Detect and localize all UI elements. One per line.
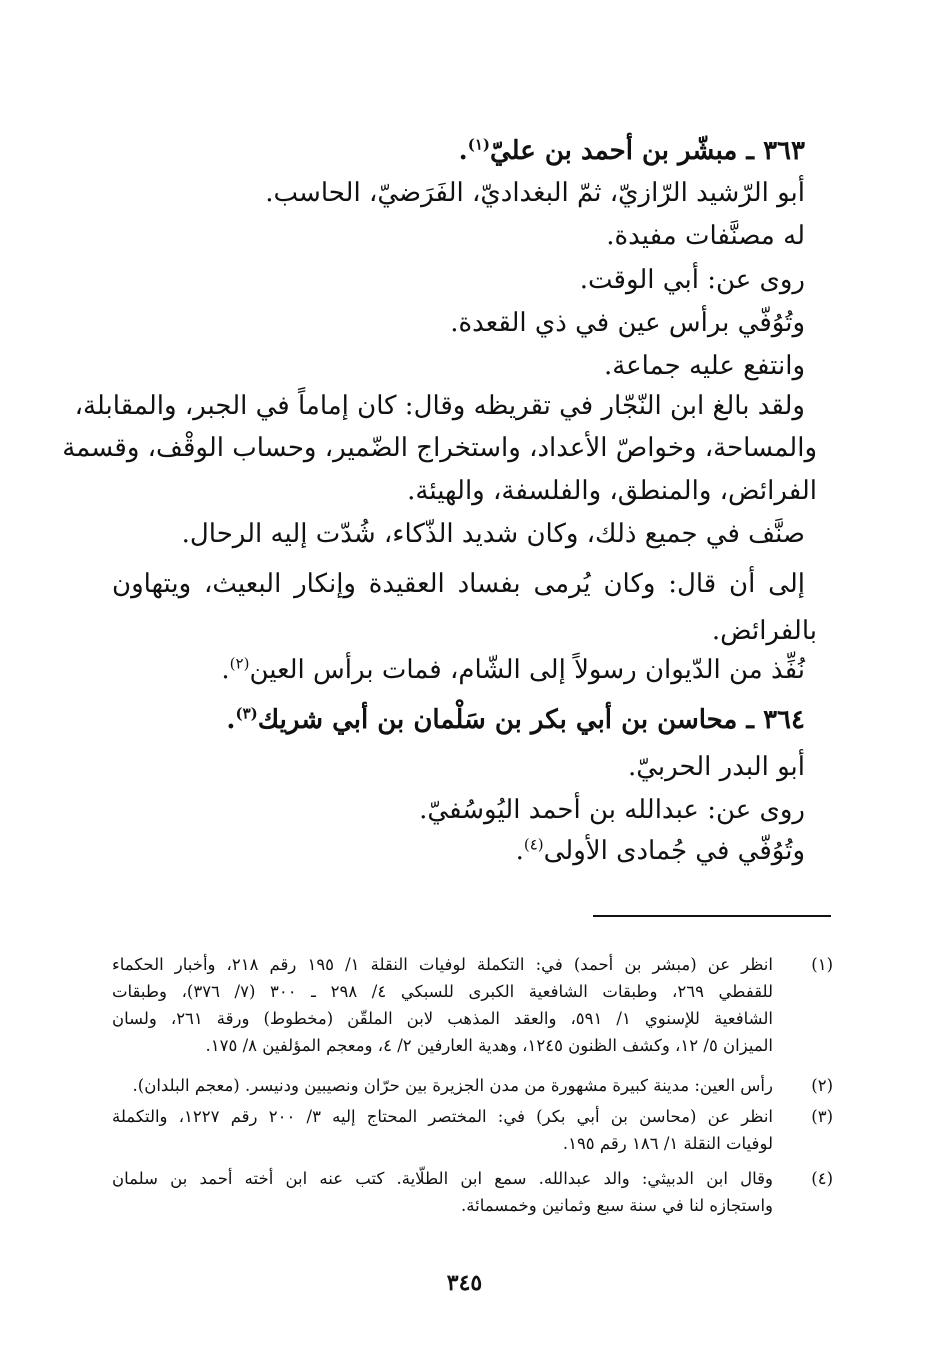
entry-364-heading-end: . xyxy=(226,705,236,735)
entry-364-line-2: روى عن: عبدالله بن أحمد اليُوسُفيّ. xyxy=(419,795,805,825)
entry-363-line-3: روى عن: أبي الوقت. xyxy=(579,265,805,295)
entry-363-heading-text: ٣٦٣ ـ مبشّر بن أحمد بن عليّ xyxy=(490,136,805,166)
entry-363-line-10: إلى أن قال: وكان يُرمى بفساد العقيدة وإنكار البعيث، ويتهاون xyxy=(112,569,805,599)
entry-364-line-3-text: وتُوُفّي في جُمادى الأولى xyxy=(543,836,805,866)
footnote-line: الشافعية للإسنوي ١/ ٥٩١، والعقد المذهب لابن الملقّن (مخطوط) ورقة ٢٦١، ولسان xyxy=(112,1009,773,1028)
footnote-line: الميزان ٥/ ١٢، وكشف الظنون ١٢٤٥، وهدية العارفين ٢/ ٤، ومعجم المؤلفين ٨/ ١٧٥. xyxy=(205,1036,773,1055)
entry-363-line-9: صنَّف في جميع ذلك، وكان شديد الذّكاء، شُدّت إليه الرحال. xyxy=(181,519,805,549)
entry-363-line-11: بالفرائض. xyxy=(711,616,817,646)
entry-363-line-4: وتُوُفّي برأس عين في ذي القعدة. xyxy=(450,308,805,338)
footnote-ref-4[interactable]: (٤) xyxy=(523,835,544,854)
footnote-ref-1[interactable]: (١) xyxy=(467,135,491,154)
entry-364-line-3-end: . xyxy=(515,836,524,866)
entry-363-line-12-text: نُفِّذ من الدّيوان رسولاً إلى الشّام، فمات برأس العين xyxy=(249,655,805,685)
footnote-body xyxy=(112,1103,773,1157)
page-number: ٣٤٥ xyxy=(446,1270,483,1296)
footnote-4 xyxy=(112,1165,833,1219)
footnote-ref-2[interactable]: (٢) xyxy=(229,654,250,673)
entry-364-heading xyxy=(226,703,805,737)
entry-363-line-2: له مصنَّفات مفيدة. xyxy=(606,221,805,251)
footnote-line: انظر عن (محاسن بن أبي بكر) في: المختصر المحتاج إليه ٣/ ٢٠٠ رقم ١٢٢٧، والتكملة xyxy=(112,1107,774,1126)
footnote-separator xyxy=(593,915,831,917)
footnote-body xyxy=(112,951,773,1059)
footnote-number: (٢) xyxy=(811,1076,833,1095)
footnote-number: (١) xyxy=(811,955,833,974)
entry-363-line-5: وانتفع عليه جماعة. xyxy=(603,351,805,381)
entry-364-line-1: أبو البدر الحربيّ. xyxy=(627,752,805,782)
footnote-ref-3[interactable]: (٣) xyxy=(235,704,258,723)
footnote-line: رأس العين: مدينة كبيرة مشهورة من مدن الجزيرة بين حرّان ونصيبين ودنيسر. (معجم البلدان). xyxy=(132,1076,773,1095)
entry-363-line-7: والمساحة، وخواصّ الأعداد، واستخراج الضّمير، وحساب الوقْف، وقسمة xyxy=(62,433,817,463)
footnote-1 xyxy=(112,951,833,1059)
entry-364-heading-text: ٣٦٤ ـ محاسن بن أبي بكر بن سَلْمان بن أبي شريك xyxy=(257,705,805,735)
entry-363-line-12-end: . xyxy=(221,655,230,685)
entry-363-line-6: ولقد بالغ ابن النّجّار في تقريظه وقال: كان إماماً في الجبر، والمقابلة، xyxy=(74,391,805,421)
footnote-2 xyxy=(112,1072,833,1099)
entry-363-heading-end: . xyxy=(458,136,468,166)
entry-363-heading xyxy=(459,134,805,168)
entry-363-line-12 xyxy=(221,653,805,687)
footnote-3 xyxy=(112,1103,833,1157)
footnote-number: (٣) xyxy=(811,1107,833,1126)
entry-364-line-3 xyxy=(516,834,805,868)
footnote-body xyxy=(112,1165,773,1219)
footnote-line: واستجازه لنا في سنة سبع وثمانين وخمسمائة. xyxy=(461,1196,773,1215)
footnote-line: وقال ابن الدبيثي: والد عبدالله. سمع ابن الطلّاية. كتب عنه ابن أخته أحمد بن سلمان xyxy=(112,1169,773,1188)
footnote-line: انظر عن (مبشر بن أحمد) في: التكملة لوفيات النقلة ١/ ١٩٥ رقم ٢١٨، وأخبار الحكماء xyxy=(112,955,773,974)
footnote-number: (٤) xyxy=(811,1169,833,1188)
footnote-line: للقفطي ٢٦٩، وطبقات الشافعية الكبرى للسبكي ٤/ ٢٩٨ ـ ٣٠٠ (٧/ ٣٧٦)، وطبقات xyxy=(112,982,774,1001)
entry-363-line-1: أبو الرّشيد الرّازيّ، ثمّ البغداديّ، الفَرَضيّ، الحاسب. xyxy=(265,178,805,208)
footnote-body xyxy=(112,1072,773,1099)
entry-363-line-8: الفرائض، والمنطق، والفلسفة، والهيئة. xyxy=(407,476,817,506)
footnote-line: لوفيات النقلة ١/ ١٨٦ رقم ١٩٥. xyxy=(562,1134,773,1153)
